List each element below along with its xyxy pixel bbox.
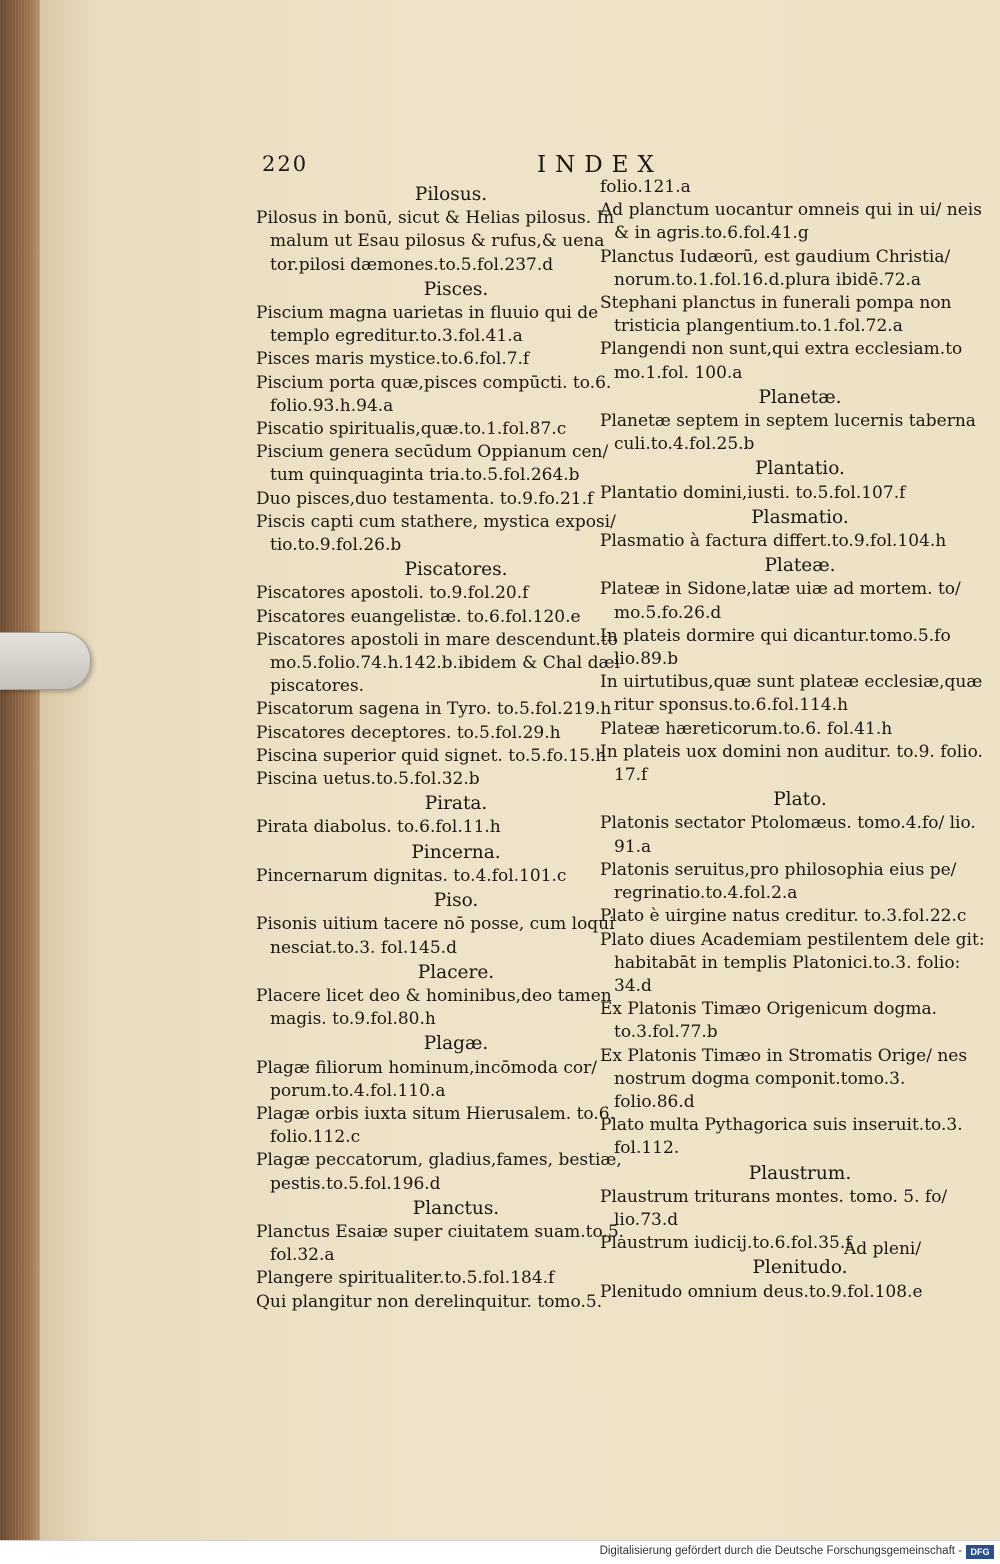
index-entry: Piscatores apostoli. to.9.fol.20.f: [256, 583, 529, 604]
index-heading: Planctus.: [412, 1197, 500, 1219]
index-entry: Duo pisces,duo testamenta. to.9.fo.21.f: [256, 488, 594, 509]
index-entry: Plasmatio à factura differt.to.9.fol.104.h: [600, 531, 947, 552]
footer-credit: Digitalisierung gefördert durch die Deutsche Forschungsgemeinschaft -: [599, 1545, 962, 1557]
index-entry: Piscatores deceptores. to.5.fol.29.h: [256, 722, 561, 743]
index-entry: Piscina uetus.to.5.fol.32.b: [256, 769, 480, 790]
index-heading: Plasmatio.: [751, 506, 849, 528]
index-entry: Plato diues Academiam pestilentem dele git: habitabāt in templis Platonici.to.3. folio: 34.d: [600, 929, 985, 996]
index-entry: Piscium porta quæ,pisces compūcti. to.6. folio.93.h.94.a: [256, 372, 612, 416]
index-heading: Planetæ.: [758, 386, 842, 408]
index-entry: Stephani planctus in funerali pompa non tristicia plangentium.to.1.fol.72.a: [600, 293, 952, 337]
footer-bar: [0, 1540, 1000, 1564]
running-title: INDEX: [537, 152, 663, 178]
index-entry: Piscium genera secūdum Oppianum cen/ tum quinquaginta tria.to.5.fol.264.b: [256, 442, 609, 486]
index-column-right: [600, 176, 990, 1304]
index-heading: Plateæ.: [764, 555, 836, 577]
index-heading: Pisces.: [423, 278, 489, 300]
index-entry: Plangendi non sunt,qui extra ecclesiam.to mo.1.fol. 100.a: [600, 339, 963, 383]
index-entry: Plagæ filiorum hominum,incōmoda cor/ porum.to.4.fol.110.a: [256, 1057, 598, 1101]
index-entry: Pisonis uitium tacere nō posse, cum loqui nesciat.to.3. fol.145.d: [256, 914, 615, 958]
index-entry: Pisces maris mystice.to.6.fol.7.f: [256, 349, 530, 370]
index-entry: folio.121.a: [600, 177, 691, 197]
index-entry: Plato è uirgine natus creditur. to.3.fol.22.c: [600, 906, 967, 927]
index-entry: Plagæ orbis iuxta situm Hierusalem. to.6. folio.112.c: [256, 1103, 615, 1148]
index-entry: Pincernarum dignitas. to.4.fol.101.c: [256, 865, 567, 886]
index-entry: Planctus Esaiæ super ciuitatem suam.to.5. fol.32.a: [256, 1221, 625, 1266]
index-column-left: [256, 182, 646, 1314]
index-heading: Pincerna.: [411, 841, 501, 863]
index-entry: Piscatio spiritualis,quæ.to.1.fol.87.c: [256, 419, 567, 440]
index-heading: Plenitudo.: [752, 1257, 848, 1279]
index-entry: In plateis uox domini non auditur. to.9. folio. 17.f: [600, 741, 983, 786]
index-entry: Ad planctum uocantur omneis qui in ui/ neis & in agris.to.6.fol.41.g: [600, 200, 982, 244]
dfg-logo: DFG: [966, 1545, 994, 1559]
index-entry: Plaustrum triturans montes. tomo. 5. fo/ lio.73.d: [600, 1186, 948, 1230]
index-heading: Plaustrum.: [748, 1162, 852, 1184]
ribbon-marker: [0, 632, 91, 690]
index-entry: Piscatores euangelistæ. to.6.fol.120.e: [256, 606, 581, 627]
index-entry: Piscis capti cum stathere, mystica exposi/ tio.to.9.fol.26.b: [256, 511, 616, 556]
index-entry: In plateis dormire qui dicantur.tomo.5.fo lio.89.b: [600, 625, 951, 670]
catchword: Ad pleni/: [844, 1239, 922, 1259]
index-entry: Ex Platonis Timæo in Stromatis Orige/ nes nostrum dogma componit.tomo.3. folio.86.d: [600, 1045, 968, 1112]
index-heading: Plantatio.: [755, 458, 845, 480]
index-heading: Plato.: [773, 789, 827, 811]
index-heading: Pilosus.: [414, 184, 488, 205]
index-entry: Qui plangitur non derelinquitur. tomo.5.: [256, 1291, 603, 1312]
index-entry: Plangere spiritualiter.to.5.fol.184.f: [256, 1268, 555, 1289]
index-heading: Plagæ.: [423, 1033, 489, 1055]
index-heading: Piso.: [433, 890, 479, 912]
index-heading: Pirata.: [424, 793, 488, 815]
index-entry: Plaustrum iudicij.to.6.fol.35.f: [600, 1233, 852, 1254]
index-entry: Placere licet deo & hominibus,deo tamen magis. to.9.fol.80.h: [256, 985, 612, 1030]
index-entry: Plateæ hæreticorum.to.6. fol.41.h: [600, 718, 893, 739]
index-entry: Piscatorum sagena in Tyro. to.5.fol.219.h: [256, 699, 612, 720]
index-entry: Piscium magna uarietas in fluuio qui de templo egreditur.to.3.fol.41.a: [256, 303, 599, 347]
index-entry: Pilosus in bonū, sicut & Helias pilosus. In malum ut Esau pilosus & rufus,& uena tor.pilosi dæmones.to.5.fol.237.d: [256, 208, 615, 275]
index-entry: Ex Platonis Timæo Origenicum dogma. to.3.fol.77.b: [600, 999, 937, 1043]
index-entry: Platonis sectator Ptolomæus. tomo.4.fo/ lio. 91.a: [600, 813, 976, 857]
index-heading: Placere.: [417, 961, 495, 983]
index-entry: Plato multa Pythagorica suis inseruit.to.3. fol.112.: [600, 1115, 963, 1159]
index-entry: Pirata diabolus. to.6.fol.11.h: [256, 817, 501, 838]
page-number: 220: [262, 152, 309, 176]
book-fore-edge: [0, 0, 44, 1540]
index-entry: Plagæ peccatorum, gladius,fames, bestiæ, pestis.to.5.fol.196.d: [256, 1150, 622, 1194]
index-entry: Planetæ septem in septem lucernis taberna culi.to.4.fol.25.b: [600, 411, 976, 455]
index-entry: Platonis seruitus,pro philosophia eius pe/ regrinatio.to.4.fol.2.a: [600, 859, 957, 904]
index-entry: Plantatio domini,iusti. to.5.fol.107.f: [600, 482, 906, 503]
index-entry: In uirtutibus,quæ sunt plateæ ecclesiæ,quæ ritur sponsus.to.6.fol.114.h: [600, 672, 983, 716]
index-entry: Piscina superior quid signet. to.5.fo.15.h: [256, 745, 607, 766]
index-entry: Planctus Iudæorū, est gaudium Christia/ norum.to.1.fol.16.d.plura ibidē.72.a: [600, 246, 951, 290]
index-entry: Plenitudo omnium deus.to.9.fol.108.e: [600, 1281, 923, 1302]
index-entry: Plateæ in Sidone,latæ uiæ ad mortem. to/ mo.5.fo.26.d: [600, 579, 961, 623]
index-entry: Piscatores apostoli in mare descendunt.to mo.5.folio.74.h.142.b.ibidem & Chal dæi piscatores.: [256, 629, 620, 697]
index-heading: Piscatores.: [404, 559, 508, 581]
